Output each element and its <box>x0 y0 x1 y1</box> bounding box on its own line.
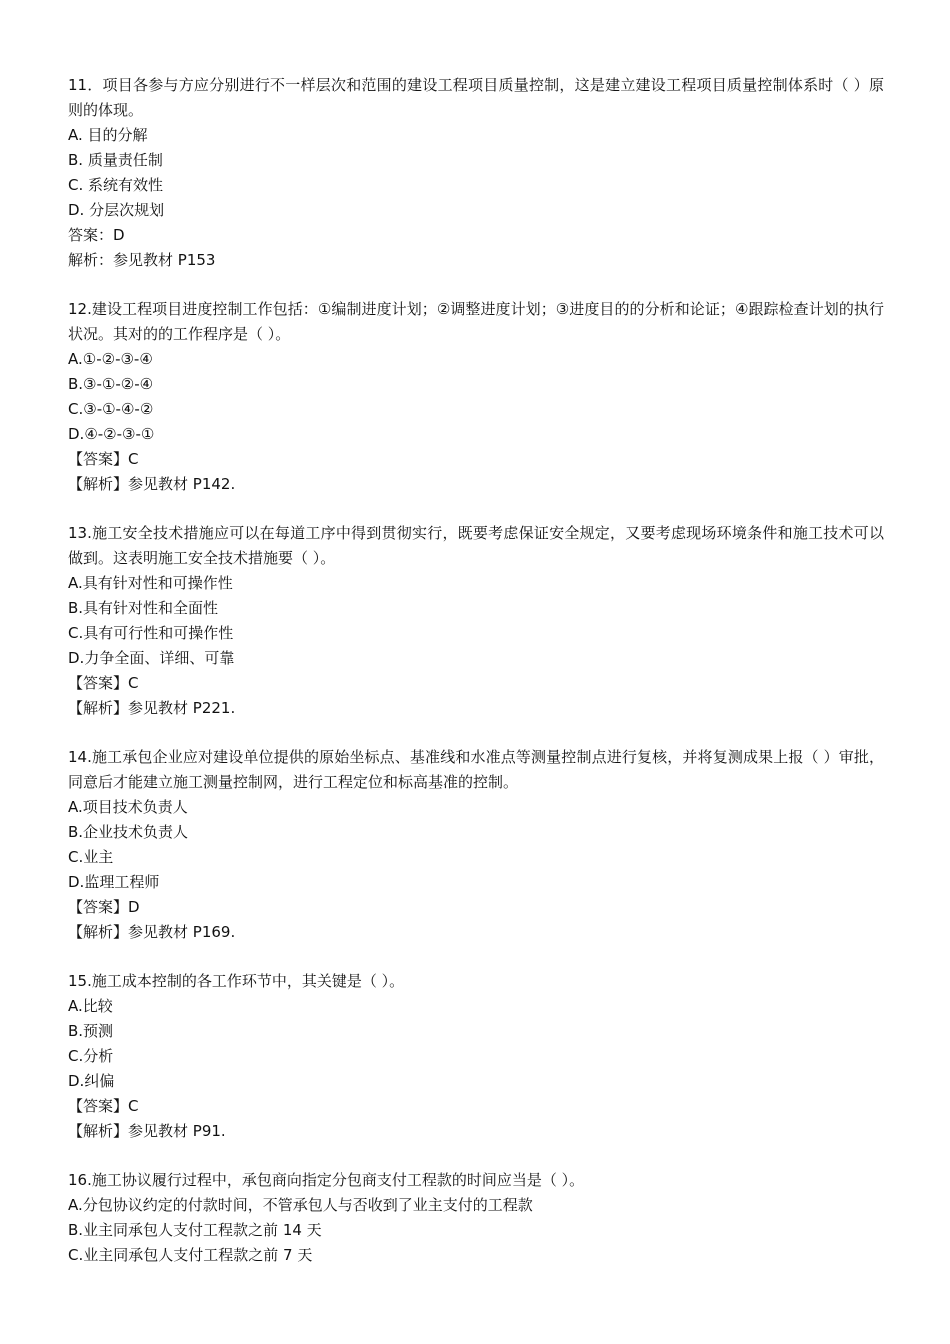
option-d: D.监理工程师 <box>68 873 160 891</box>
answer: 【答案】C <box>68 450 139 468</box>
question-13 <box>68 521 884 721</box>
option-d: D.④-②-③-① <box>68 425 155 443</box>
question-stem: 12.建设工程项目进度控制工作包括：①编制进度计划；②调整进度计划；③进度目的的分析和论证；④跟踪检查计划的执行状况。其对的的工作程序是（ ）。 <box>68 300 884 343</box>
option-a: A.项目技术负责人 <box>68 798 188 816</box>
option-a: A. 目的分解 <box>68 126 148 144</box>
option-a: A.比较 <box>68 997 113 1015</box>
answer: 【答案】C <box>68 674 139 692</box>
question-stem: 11．项目各参与方应分别进行不一样层次和范围的建设工程项目质量控制，这是建立建设工程项目质量控制体系时（ ）原则的体现。 <box>68 76 884 119</box>
analysis: 解析：参见教材 P153 <box>68 251 216 269</box>
option-c: C.③-①-④-② <box>68 400 154 418</box>
answer: 【答案】C <box>68 1097 139 1115</box>
option-c: C.业主同承包人支付工程款之前 7 天 <box>68 1246 313 1264</box>
question-15 <box>68 969 884 1144</box>
option-b: B.企业技术负责人 <box>68 823 189 841</box>
option-c: C.业主 <box>68 848 114 866</box>
option-c: C. 系统有效性 <box>68 176 164 194</box>
option-c: C.分析 <box>68 1047 114 1065</box>
question-11 <box>68 73 884 273</box>
document-body <box>68 73 884 1292</box>
option-b: B. 质量责任制 <box>68 151 163 169</box>
option-b: B.具有针对性和全面性 <box>68 599 219 617</box>
option-b: B.③-①-②-④ <box>68 375 154 393</box>
option-c: C.具有可行性和可操作性 <box>68 624 234 642</box>
question-stem: 13.施工安全技术措施应可以在每道工序中得到贯彻实行，既要考虑保证安全规定，又要考虑现场环境条件和施工技术可以做到。这表明施工安全技术措施要（ ）。 <box>68 524 884 567</box>
option-a: A.分包协议约定的付款时间，不管承包人与否收到了业主支付的工程款 <box>68 1196 533 1214</box>
question-stem: 15.施工成本控制的各工作环节中，其关键是（ ）。 <box>68 972 405 990</box>
analysis: 【解析】参见教材 P221. <box>68 699 236 717</box>
question-14 <box>68 745 884 945</box>
question-stem: 16.施工协议履行过程中，承包商向指定分包商支付工程款的时间应当是（ ）。 <box>68 1171 585 1189</box>
answer: 答案：D <box>68 226 125 244</box>
option-d: D. 分层次规划 <box>68 201 165 219</box>
answer: 【答案】D <box>68 898 140 916</box>
option-b: B.预测 <box>68 1022 114 1040</box>
option-a: A.具有针对性和可操作性 <box>68 574 233 592</box>
analysis: 【解析】参见教材 P169. <box>68 923 236 941</box>
option-d: D.纠偏 <box>68 1072 115 1090</box>
analysis: 【解析】参见教材 P91. <box>68 1122 226 1140</box>
question-16 <box>68 1168 884 1268</box>
question-stem: 14.施工承包企业应对建设单位提供的原始坐标点、基准线和水准点等测量控制点进行复核，并将复测成果上报（ ）审批，同意后才能建立施工测量控制网，进行工程定位和标高基准的控制。 <box>68 748 884 791</box>
option-b: B.业主同承包人支付工程款之前 14 天 <box>68 1221 322 1239</box>
question-12 <box>68 297 884 497</box>
analysis: 【解析】参见教材 P142. <box>68 475 236 493</box>
option-a: A.①-②-③-④ <box>68 350 153 368</box>
option-d: D.力争全面、详细、可靠 <box>68 649 235 667</box>
